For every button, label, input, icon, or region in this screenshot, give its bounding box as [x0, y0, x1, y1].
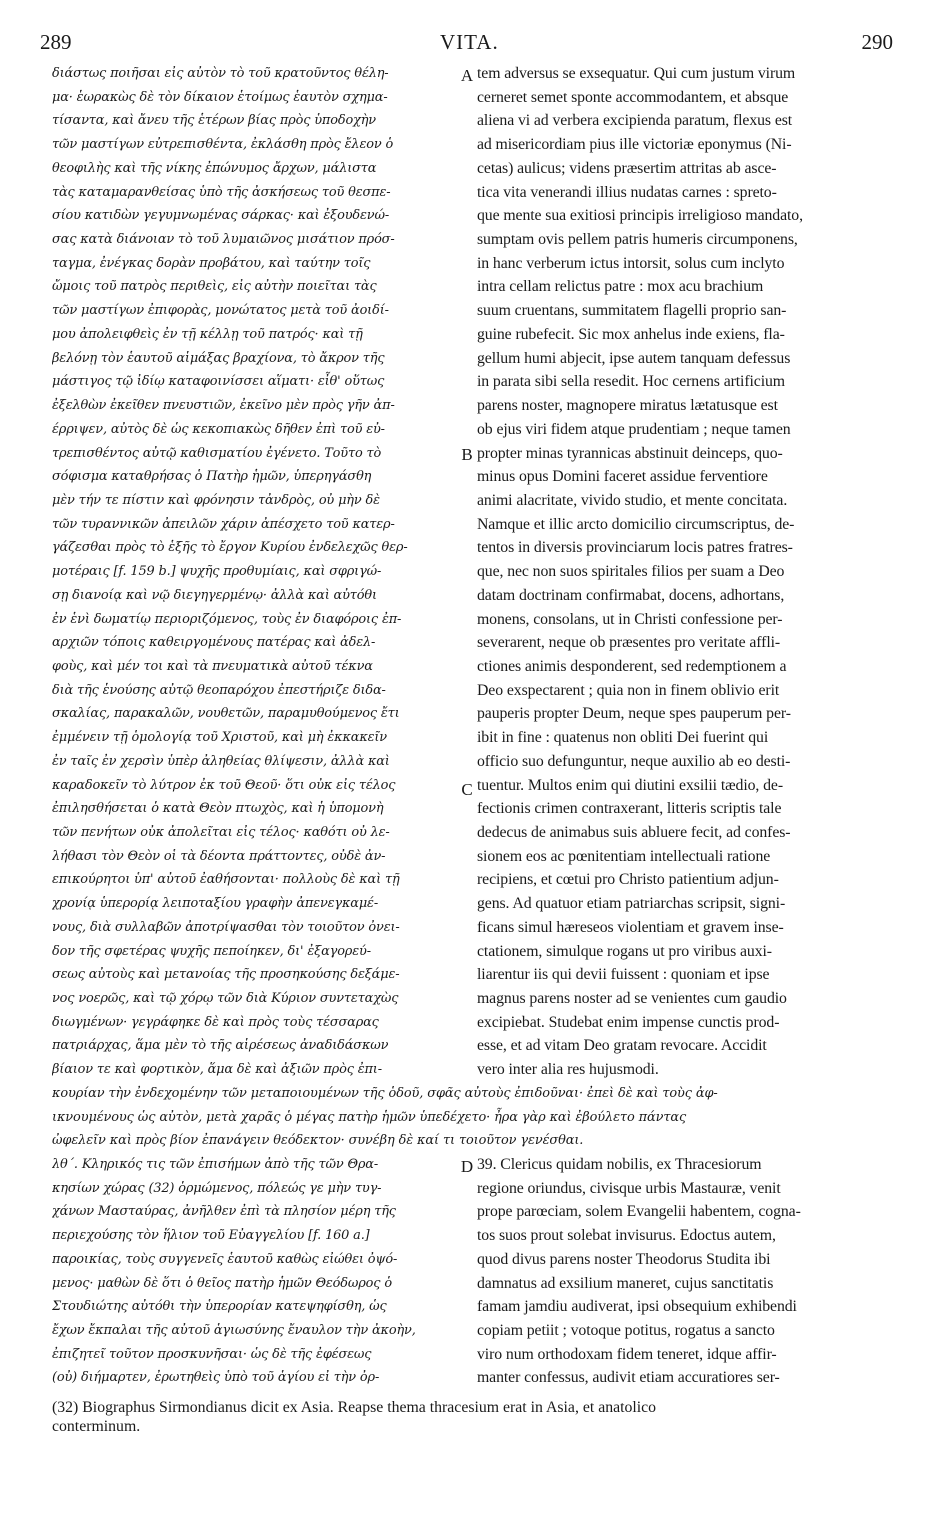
greek-text-line: καραδοκεῖν τὸ λύτρον ἐκ τοῦ Θεοῦ· ὅτι οὐκ εἰς τέλος: [52, 777, 396, 793]
latin-text-line: viro num orthodoxam fidem teneret, idque affir-: [477, 1345, 777, 1363]
margin-marker-d: D: [460, 1157, 474, 1176]
greek-text-line: ἔχων ἔκπαλαι τῆς αὐτοῦ ἁγιωσύνης ἔναυλον τὴν ἀκοὴν,: [52, 1323, 416, 1339]
latin-text-line: que, nec non suos spiritales filios per suam a Deo: [477, 563, 785, 581]
greek-text-line: τρεπισθέντος αὐτῷ καθισματίου ἐγένετο. Τοῦτο τὸ: [52, 445, 382, 461]
greek-text-line: ἐξελθὼν ἐκεῖθεν πνευστιῶν, ἐκεῖνο μὲν πρὸς γῆν ἀπ-: [52, 398, 395, 414]
greek-text-line: φοὺς, καὶ μέν τοι καὶ τὰ πνευματικὰ αὐτοῦ τέκνα: [52, 658, 373, 674]
latin-text-line: damnatus ad exsilium maneret, cujus sanctitatis: [477, 1274, 774, 1292]
latin-text-line: excipiebat. Studebat enim impense cunctis prod-: [477, 1013, 780, 1031]
footnote-line: conterminum.: [52, 1418, 141, 1435]
latin-text-line: Namque et illic arcto domicilio circumscriptus, de-: [477, 515, 795, 533]
greek-text-line: δον τῆς σφετέρας ψυχῆς πεποίηκεν, δι' ἐξαγορεύ-: [52, 943, 371, 959]
latin-text-line: copiam petiit ; votoque potitus, rogatus a sancto: [477, 1322, 775, 1340]
greek-text-line: διάστως ποιῆσαι εἰς αὐτὸν τὸ τοῦ κρατοῦντος θέλη-: [52, 66, 389, 81]
latin-text-line: ficans simul hæreseos violentiam et gravem inse-: [477, 918, 784, 936]
greek-text-line: ταγμα, ἐνέγκας δορὰν προβάτου, καὶ ταύτην τοῖς: [52, 255, 371, 271]
greek-text-line: χάνων Μασταύρας, ἀνῆλθεν ἐπὶ τὰ πλησίον μέρη τῆς: [52, 1204, 396, 1220]
greek-text-line: νους, διὰ συλλαβῶν ἀποτρίψασθαι τὸν τοιοῦτον ὀνει-: [52, 919, 400, 935]
latin-text-line: ctationem, simulque rogans ut pro viribus auxi-: [477, 942, 772, 960]
greek-text-line: σίου κατιδὼν γεγυμνωμένας σάρκας· καὶ ἐξουδενώ-: [52, 208, 390, 224]
latin-text-line: suum cruentans, summitatem flagelli proprio san-: [477, 302, 787, 320]
greek-text-line: βελόνῃ τὸν ἑαυτοῦ αἱμάξας βραχίονα, τὸ ἄκρον τῆς: [52, 350, 385, 366]
greek-text-line: διωγμένων· γεγράφηκε δὲ καὶ πρὸς τοὺς τέσσαρας: [52, 1014, 379, 1030]
greek-text-line: ικνουμένους ὡς αὐτὸν, μετὰ χαρᾶς ὁ μέγας πατὴρ ἡμῶν ὑπεδέχετο· ἦρα γὰρ καὶ ἐβούλετο πάντας: [52, 1109, 687, 1125]
greek-text-line: διὰ τῆς ἑνούσης αὐτῷ θεοπαρόχου ἐπεστήριζε διδα-: [52, 682, 386, 698]
greek-text-line: μοτέραις [f. 159 b.] ψυχῆς προθυμίαις, καὶ σφριγώ-: [52, 564, 382, 580]
latin-text-line: liarentur iis qui devii fuissent : quoniam et ipse: [477, 966, 770, 984]
latin-text-line: tuentur. Multos enim qui diutini exsilii tædio, de-: [477, 776, 784, 794]
latin-text-line: sumptam ovis pellem patris humeris circumponens,: [477, 231, 798, 249]
latin-column-second: [477, 1153, 895, 1390]
latin-text-line: ad misericordiam pius ille victoriæ eponymus (Ni-: [477, 136, 792, 154]
margin-marker-c: C: [461, 780, 473, 799]
greek-text-line: χρονίᾳ ὑπερορίᾳ λειποταξίου γραφὴν ἀπενεγκαμέ-: [52, 896, 379, 912]
greek-text-line: σας κατὰ διάνοιαν τὸ τοῦ λυμαιῶνος μισάτιον πρόσ-: [52, 232, 395, 248]
latin-text-line: aliena vi ad verbera excipienda paratum, flexus est: [477, 112, 793, 130]
latin-text-line: monens, consolans, ut in Christi confessione per-: [477, 610, 783, 628]
latin-text-line: gellum humi abjecit, ipse autem tanquam defessus: [477, 349, 791, 367]
greek-text-line: μὲν τήν τε πίστιν καὶ φρόνησιν τἀνδρὸς, οὐ μὴν δὲ: [52, 492, 380, 508]
latin-text-line: vero inter alia res hujusmodi.: [477, 1061, 659, 1079]
greek-text-line: περιεχούσης τὸν ἥλιον τοῦ Εὐαγγελίου [f. 160 a.]: [52, 1228, 370, 1244]
latin-text-line: guine rubefecit. Sic mox anhelus inde exiens, fla-: [477, 325, 785, 343]
footnote: [52, 1398, 894, 1436]
greek-text-line: τίσαντα, καὶ ἄνευ τῆς ἑτέρων βίας πρὸς ὑποδοχὴν: [52, 113, 376, 129]
latin-text-line: que mente sua exitiosi principis irreligioso mandato,: [477, 207, 803, 225]
greek-text-line: ὠφελεῖν καὶ πρὸς βίον ἐπανάγειν θεόδεκτον· συνέβη δὲ καί τι τοιοῦτον γενέσθαι.: [52, 1133, 584, 1149]
latin-text-line: ctiones animis desponderent, sed redemptionem a: [477, 657, 787, 675]
greek-column: [52, 62, 458, 1082]
latin-text-line: tica vita venerandi illius nudatas carnes : spreto-: [477, 183, 777, 201]
latin-column: [477, 62, 895, 1082]
latin-text-line: officio suo defunguntur, neque auxilio ab eo desti-: [477, 752, 791, 770]
latin-text-line: tem adversus se exsequatur. Qui cum justum virum: [477, 65, 796, 82]
latin-text-line: fectionis crimen contraxerant, litteris scriptis tale: [477, 800, 782, 818]
greek-text-line: λήθασι τὸν Θεὸν οἱ τὰ δέοντα πράττοντες, οὐδὲ ἀν-: [52, 848, 386, 864]
left-page-number: 289: [40, 30, 72, 54]
latin-text-line: in hanc verberum ictus intorsit, solus cum inclyto: [477, 254, 785, 272]
latin-text-line: esse, et ad vitam Deo gratam revocare. Accidit: [477, 1037, 767, 1055]
latin-text-line: ob ejus viri fidem atque prudentiam ; neque tamen: [477, 420, 791, 438]
greek-text-line: σεως αὐτοὺς καὶ μετανοίας τῆς προσηκούσης δεξάμε-: [52, 967, 400, 983]
latin-text-line: cerneret semet sponte accommodantem, et absque: [477, 88, 789, 106]
greek-text-line: θεοφιλὴς καὶ τῆς νίκης ἐπώνυμος ἄρχων, μάλιστα: [52, 160, 377, 176]
latin-text-line: prope parœciam, solem Evangelii habentem, cogna-: [477, 1203, 801, 1221]
greek-text-line: επικούρητοι ὑπ' αὐτοῦ ἐαθήσονται· πολλοὺς δὲ καὶ τῇ: [52, 872, 400, 888]
greek-text-line: παροικίας, τοὺς συγγενεῖς ἑαυτοῦ καθὼς εἰώθει ὀψό-: [52, 1251, 398, 1267]
greek-text-line: τῶν πενήτων οὐκ ἀπολεῖται εἰς τέλος· καθότι οὐ λε-: [52, 825, 390, 840]
greek-text-line: ἐπιζητεῖ τοῦτον προσκυνῆσαι· ὡς δὲ τῆς ἐφέσεως: [52, 1346, 372, 1362]
latin-text-line: severarent, neque ob præsentes pro veritate affli-: [477, 634, 781, 652]
greek-text-line: μα· ἑωρακὼς δὲ τὸν δίκαιον ἑτοίμως ἑαυτὸν σχημα-: [52, 89, 388, 105]
greek-text-line: λθ΄. Κληρικός τις τῶν ἐπισήμων ἀπὸ τῆς τῶν Θρα-: [52, 1157, 379, 1172]
latin-text-line: cetas) aulicus; videns præsertim attritas ab asce-: [477, 159, 777, 177]
greek-text-line: γάζεσθαι πρὸς τὸ ἑξῆς τὸ ἔργον Κυρίου ἐνδελεχῶς θερ-: [52, 540, 408, 556]
latin-text-line: quod divus parens noster Theodorus Studita ibi: [477, 1250, 771, 1268]
greek-text-line: ἐν ἑνὶ δωματίῳ περιοριζόμενος, τοὺς ἐν διαφόροις ἐπ-: [52, 611, 402, 627]
latin-text-line: tos suos prout solebat invisurus. Edoctus autem,: [477, 1227, 776, 1245]
latin-text-line: in parata sibi sella resedit. Hoc cernens artificium: [477, 373, 785, 391]
latin-text-line: pauperis propter Deum, neque spes pauperum per-: [477, 705, 791, 723]
greek-text-line: νος νοερῶς, καὶ τῷ χόρῳ τῶν διὰ Κύριον συντεταχὼς: [52, 991, 399, 1007]
greek-text-line: (οὐ) διήμαρτεν, ἐρωτηθεὶς ὑπὸ τοῦ ἁγίου εἰ τὴν ὀρ-: [52, 1370, 380, 1386]
greek-text-line: ἐπιλησθήσεται ὁ κατὰ Θεὸν πτωχὸς, καὶ ἡ ὑπομονὴ: [52, 801, 384, 817]
latin-text-line: regione oriundus, civisque urbis Mastauræ, venit: [477, 1179, 781, 1197]
greek-text-line: τῶν τυραννικῶν ἀπειλῶν χάριν ἀπέσχετο τοῦ κατερ-: [52, 516, 395, 532]
greek-text-line: σκαλίας, παρακαλῶν, νουθετῶν, παραμυθούμενος ἔτι: [52, 706, 400, 722]
greek-text-line: μενος· μαθὼν δὲ ὅτι ὁ θεῖος πατὴρ ἡμῶν Θεόδωρος ὁ: [52, 1275, 392, 1291]
latin-text-line: sionem eos ac pœnitentiam intellectuali ratione: [477, 847, 771, 865]
latin-text-line: ibit in fine : quatenus non obliti Dei fuerint qui: [477, 729, 769, 747]
greek-text-line: πατριάρχας, ἅμα μὲν τὸ τῆς αἱρέσεως ἀναδιδάσκων: [52, 1038, 389, 1054]
greek-text-line: Στουδιώτης αὐτόθι τὴν ὑπερορίαν κατεψηφίσθη, ὡς: [52, 1299, 387, 1315]
latin-text-line: recipiens, et cœtui pro Christo patientium adjun-: [477, 871, 779, 889]
greek-text-line: σόφισμα καταθρήσας ὁ Πατὴρ ἡμῶν, ὑπερηγάσθη: [52, 469, 372, 485]
latin-text-line: 39. Clericus quidam nobilis, ex Thracesiorum: [477, 1156, 762, 1173]
latin-text-line: propter minas tyrannicas abstinuit deinceps, quo-: [477, 444, 783, 462]
right-page-number: 290: [861, 30, 893, 54]
latin-text-line: dedecus de animabus suis abluere fecit, ad confes-: [477, 824, 791, 841]
latin-text-line: parens noster, magnopere miratus lætatusque est: [477, 397, 778, 415]
latin-text-line: intra cellam relictus patre : mox acu brachium: [477, 278, 764, 296]
latin-text-line: animi alacritate, vivido studio, et mente concitata.: [477, 491, 788, 509]
greek-text-line: ἐν ταῖς ἐν χερσὶν ὑπὲρ ἀληθείας θλίψεσιν, ἀλλὰ καὶ: [52, 753, 390, 769]
greek-text-line: τῶν μαστίγων ἐπιφορὰς, μονώτατος μετὰ τοῦ ἀοιδί-: [52, 303, 389, 319]
latin-text-line: famam jamdiu audiverat, ipsi obsequium exhibendi: [477, 1298, 797, 1316]
greek-column-second: [52, 1153, 458, 1390]
latin-text-line: datam doctrinam confirmabat, docens, adhortans,: [477, 586, 785, 604]
greek-text-line: μου ἀπολειφθεὶς ἐν τῇ κέλλῃ τοῦ πατρός· καὶ τῇ: [52, 326, 363, 342]
latin-text-line: manter confessus, audivit etiam accuratiores ser-: [477, 1369, 780, 1387]
latin-text-line: magnus parens noster ad se venientes cum gaudio: [477, 990, 787, 1008]
greek-text-line: έρριψεν, αὐτὸς δὲ ὡς κεκοπιακὼς δῆθεν ἐπὶ τοῦ εὐ-: [52, 421, 385, 437]
greek-text-line: κησίων χώρας (32) ὁρμώμενος, πόλεώς γε μὴν τυγ-: [52, 1180, 382, 1196]
margin-marker-a: A: [460, 66, 474, 85]
latin-text-line: gens. Ad quatuor etiam patriarchas scripsit, signi-: [477, 895, 786, 913]
greek-text-line: τῶν μαστίγων εὐτρεπισθέντα, ἐκλάσθη πρὸς ἔλεον ὁ: [52, 137, 394, 153]
greek-text-line: ἐμμένειν τῇ ὁμολογίᾳ τοῦ Χριστοῦ, καὶ μὴ ἐκκακεῖν: [52, 730, 387, 746]
greek-text-line: μάστιγος τῷ ἰδίῳ καταφοινίσσει αἵματι· εἶθ' οὕτως: [52, 374, 385, 390]
greek-full-width-lines: [52, 1082, 894, 1153]
greek-text-line: τὰς καταμαρανθείσας ὑπὸ τῆς ἀσκήσεως τοῦ θεσπε-: [52, 184, 391, 200]
latin-text-line: tentos in diversis provinciarum locis patres fratres-: [477, 539, 793, 557]
latin-text-line: Deo exspectarent ; quia non in finem oblivio erit: [477, 681, 780, 699]
greek-text-line: αρχιῶν τόποις καθειργομένους πατέρας καὶ ἀδελ-: [52, 635, 376, 651]
running-title: VITA.: [440, 30, 499, 54]
running-header: [40, 30, 893, 56]
margin-marker-b: B: [461, 445, 473, 464]
greek-text-line: ὤμοις τοῦ πατρὸς περιθεὶς, εἰς αὐτὴν ποιεῖται τὰς: [52, 279, 377, 295]
greek-text-line: βίαιον τε καὶ φορτικὸν, ἅμα δὲ καὶ ἀξιῶν πρὸς ἐπι-: [52, 1062, 382, 1078]
greek-text-line: κουρίαν τὴν ἐνδεχομένην τῶν μεταποιουμένων τῆς ὁδοῦ, σφᾶς αὐτοὺς ἐπιδοῦναι· ἐπεὶ δὲ καὶ τοὺς ἀφ-: [52, 1086, 718, 1101]
greek-text-line: σῃ διανοίᾳ καὶ νῷ διεγηγερμένῳ· ἀλλὰ καὶ αὐτόθι: [52, 587, 377, 603]
footnote-line: (32) Biographus Sirmondianus dicit ex Asia. Reapse thema thracesium erat in Asia, et anatolico: [52, 1399, 657, 1416]
latin-text-line: minus opus Domini faceret assidue ferventiore: [477, 468, 768, 486]
